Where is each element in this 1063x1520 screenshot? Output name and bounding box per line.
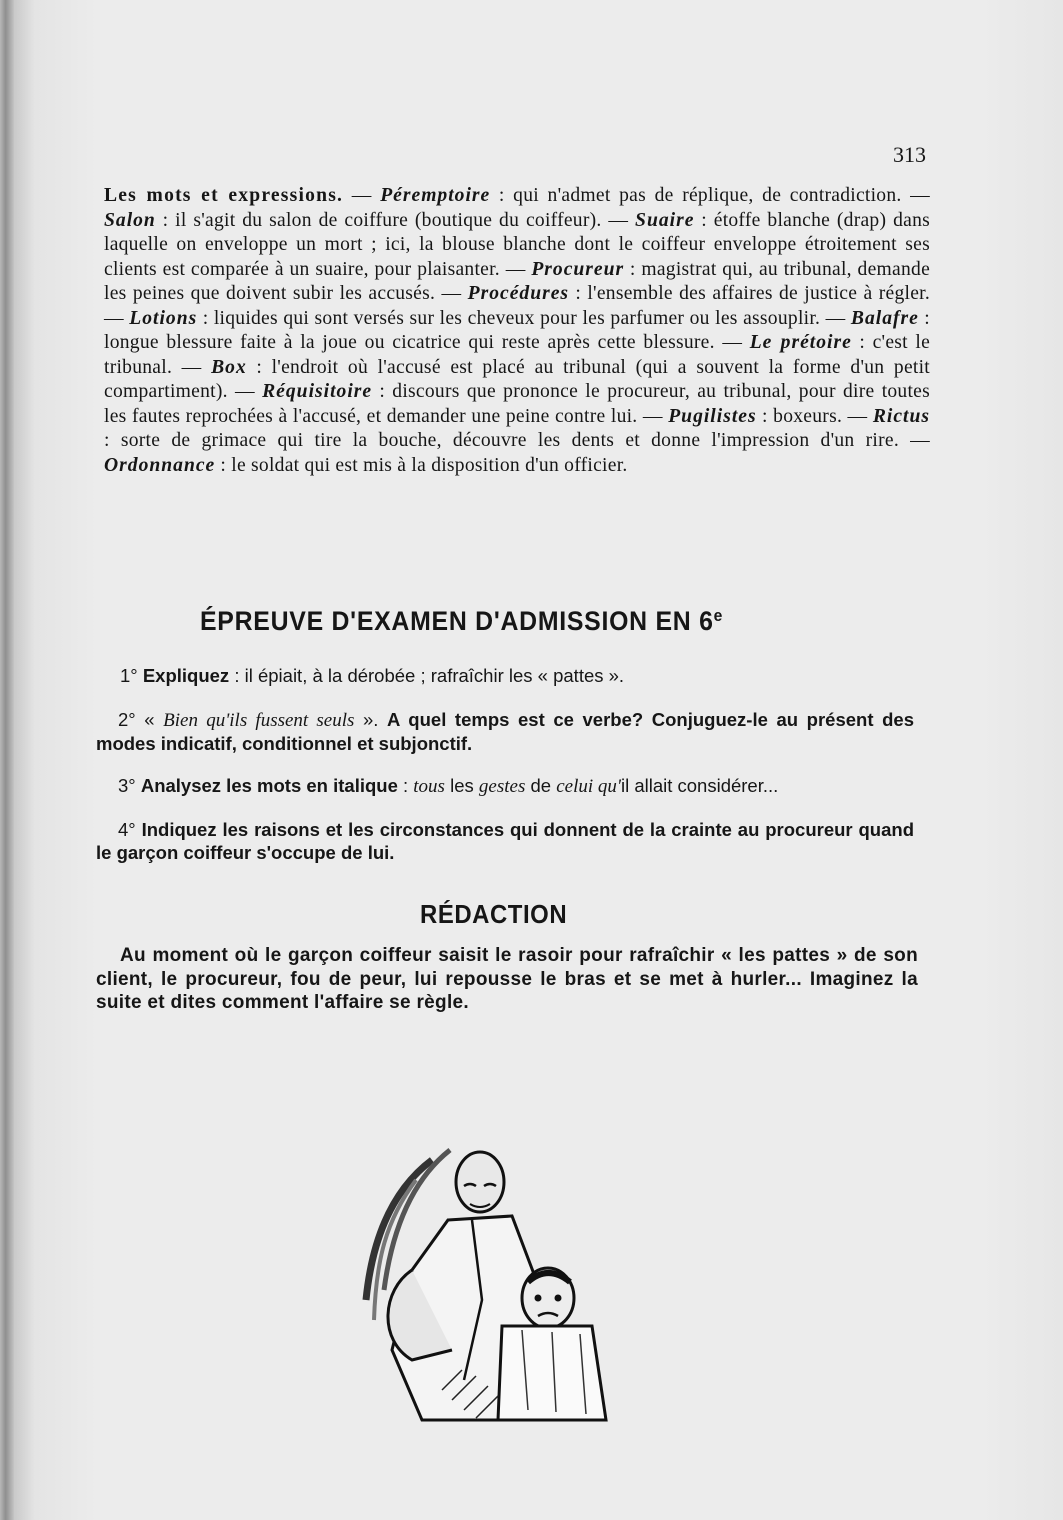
vocabulary-term: Réquisitoire [262, 381, 373, 402]
vocabulary-term: Procureur [531, 258, 625, 280]
entry-separator: — [637, 405, 669, 427]
entry-separator: — [820, 307, 851, 329]
quoted-phrase: Bien qu'ils fussent seuls [163, 710, 355, 731]
vocabulary-term: Le prétoire [749, 332, 852, 353]
client-eye [555, 1295, 562, 1302]
question-text: : [397, 775, 414, 796]
question-text: de [525, 775, 557, 796]
entry-separator: — [714, 332, 750, 353]
quote-close: ». [354, 709, 388, 730]
exam-question-1 [120, 664, 938, 687]
quote-open: « [144, 709, 164, 730]
exam-title [200, 606, 789, 637]
vocabulary-definition: : sorte de grimace qui tire la bouche, découvre les dents et donne l'impression d'un rire. [104, 430, 899, 451]
vocabulary-heading: Les mots et expressions. [104, 185, 344, 206]
entry-separator: — [898, 430, 930, 451]
entry-separator: — [172, 356, 212, 378]
vocabulary-definition: : qui n'admet pas de réplique, de contradiction. [490, 185, 902, 206]
vocabulary-definition: : l'ensemble des affaires de justice à régler. [569, 283, 931, 304]
vocabulary-definition: : c'est le tribunal. [104, 332, 931, 378]
exam-question-4 [96, 818, 914, 864]
question-number: 2° [118, 709, 145, 730]
italic-word: gestes [478, 776, 526, 797]
book-spine-edge [0, 0, 14, 1520]
vocabulary-entries [104, 185, 930, 476]
vocabulary-definition: : discours que prononce le procureur, au tribunal, pour dire toutes les fautes reprochées à l'accusé, et demander une peine contre lui. [104, 381, 930, 427]
vocabulary-term: Pugilistes [668, 405, 757, 427]
question-instruction: Indiquez les raisons et les circonstances qui donnent de la crainte au procureur quand le garçon coiffeur s'occupe de lui. [96, 819, 915, 863]
client-eye [535, 1295, 542, 1302]
entry-separator: — [227, 381, 263, 402]
redaction-prompt: Au moment où le garçon coiffeur saisit le rasoir pour rafraîchir « les pattes » de son client, le procureur, fou de peur, lui repousse le bras et se met à hurler... Imaginez la suite et dites comment l'affaire se règle. [96, 945, 918, 1013]
question-text: il allait considérer... [620, 775, 779, 796]
vocabulary-term: Procédures [467, 283, 570, 304]
vocabulary-term: Suaire [635, 209, 695, 231]
question-text: : il épiait, à la dérobée ; rafraîchir les « pattes ». [229, 665, 625, 686]
vocabulary-definition: : magistrat qui, au tribunal, demande les peines que doivent subir les accusés. [104, 258, 931, 304]
vocabulary-term: Balafre [850, 307, 919, 329]
vocabulary-definition: : l'endroit où l'accusé est placé au tribunal (qui a souvent la forme d'un petit compartiment). [104, 356, 930, 402]
vocabulary-term: Box [211, 356, 247, 378]
entry-separator: — [343, 185, 381, 206]
vocabulary-term: Salon [104, 209, 156, 231]
exam-question-3 [118, 774, 936, 798]
vocabulary-term: Lotions [129, 307, 198, 329]
vocabulary-term: Rictus [872, 405, 931, 427]
vocabulary-definition: : longue blessure faite à la joue ou cicatrice qui reste après cette blessure. [104, 307, 930, 353]
redaction-title: RÉDACTION [420, 899, 568, 929]
question-number: 1° [120, 665, 143, 686]
page-number: 313 [893, 142, 926, 167]
question-number: 3° [118, 775, 141, 796]
exam-title-superscript: e [713, 606, 724, 625]
entry-separator: — [104, 307, 130, 329]
exam-title-text: ÉPREUVE D'EXAMEN D'ADMISSION EN 6 [200, 606, 714, 636]
vocabulary-definition: : liquides qui sont versés sur les cheveux pour les parfumer ou les assouplir. [197, 307, 821, 329]
entry-separator: — [435, 283, 468, 304]
question-instruction: Analysez les mots en italique [140, 775, 398, 796]
exam-question-2 [96, 708, 914, 755]
vocabulary-term: Péremptoire [380, 185, 491, 206]
entry-separator: — [901, 185, 931, 206]
vocabulary-definition: : il s'agit du salon de coiffure (boutique du coiffeur). [155, 209, 602, 231]
question-number: 4° [118, 819, 142, 840]
question-text: les [444, 775, 479, 796]
italic-word: tous [413, 776, 445, 797]
barber-head [456, 1152, 504, 1212]
entry-separator: — [601, 209, 636, 231]
question-instruction: Expliquez [142, 665, 230, 686]
vocabulary-definition: : le soldat qui est mis à la disposition d'un officier. [215, 454, 628, 476]
entry-separator: — [842, 405, 873, 427]
question-instruction: A quel temps est ce verbe? Conjuguez-le au présent des modes indicatif, conditionnel et subjonctif. [96, 709, 914, 754]
vocabulary-definition: : boxeurs. [756, 405, 843, 427]
vocabulary-term: Ordonnance [104, 454, 216, 476]
italic-word: celui qu' [556, 776, 621, 797]
entry-separator: — [499, 258, 532, 280]
barber-illustration [352, 1120, 642, 1450]
vocabulary-paragraph [104, 184, 930, 478]
vocabulary-definition: : étoffe blanche (drap) dans laquelle on enveloppe un mort ; ici, la blouse blanche dont le coiffeur enveloppe étroitement ses clients est comparée à un suaire, pour plaisanter. [104, 209, 930, 280]
